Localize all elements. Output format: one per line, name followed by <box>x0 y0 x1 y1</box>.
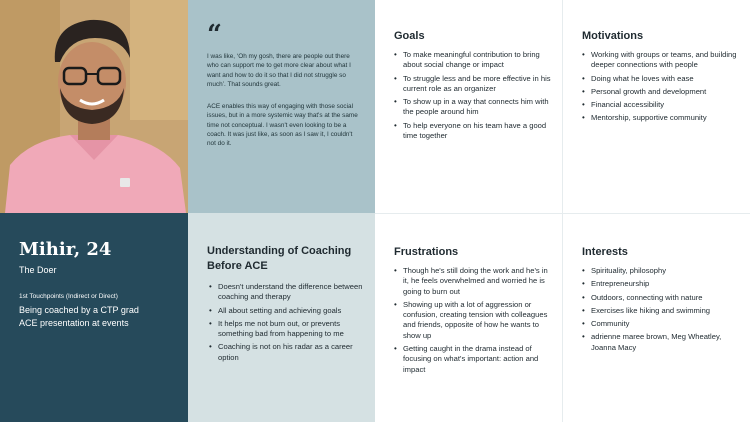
touchpoints-label: 1st Touchpoints (Indirect or Direct) <box>19 293 118 300</box>
list-item: • Entrepreneurship <box>582 279 740 289</box>
persona-identity-panel <box>0 213 188 422</box>
list-item: • Personal growth and development <box>582 87 742 97</box>
goals-title: Goals <box>394 30 425 42</box>
persona-photo <box>0 0 188 213</box>
list-item: • Coaching is not on his radar as a career option <box>209 342 365 363</box>
list-item: • To make meaningful contribution to bring about social change or impact <box>394 50 554 71</box>
quote-mark-icon: “ <box>207 20 222 50</box>
coaching-understanding-panel <box>188 213 375 422</box>
quote-paragraph: I was like, ‘Oh my gosh, there are people out there who can support me to get more clear about what I want and how to do it so that I did not struggle so much’. That sounds great. <box>207 53 351 88</box>
list-item: • Doesn't understand the difference between coaching and therapy <box>209 282 365 303</box>
frustrations-list <box>394 266 552 378</box>
motivations-panel <box>563 0 750 213</box>
coaching-list <box>209 282 365 366</box>
frustrations-title: Frustrations <box>394 246 459 258</box>
interests-title: Interests <box>582 246 628 258</box>
touchpoint-item: Being coached by a CTP grad <box>19 305 139 315</box>
list-item: • Getting caught in the drama instead of focusing on what's important: action and impact <box>394 344 552 375</box>
list-item: • Doing what he loves with ease <box>582 74 742 84</box>
list-item: • Community <box>582 319 740 329</box>
person-photo-icon <box>0 0 188 213</box>
coaching-title: Understanding of Coaching Before ACE <box>207 245 352 272</box>
quote-paragraph: ACE enables this way of engaging with those social issues, but in a more systemic way that's at the same time not conceptual. I wasn't even looking to be a coach. It was just like, as soon as I saw it, I couldn't not do it. <box>207 103 358 148</box>
persona-name: Mihir, 24 <box>19 239 112 260</box>
list-item: • It helps me not burn out, or prevents something bad from happening to me <box>209 319 365 340</box>
list-item: • Exercises like hiking and swimming <box>582 306 740 316</box>
list-item: • adrienne maree brown, Meg Wheatley, Joanna Macy <box>582 332 740 353</box>
list-item: • All about setting and achieving goals <box>209 306 365 316</box>
list-item: • Financial accessibility <box>582 100 742 110</box>
list-item: • Mentorship, supportive community <box>582 113 742 123</box>
list-item: • To help everyone on his team have a good time together <box>394 121 554 142</box>
interests-list <box>582 266 740 356</box>
list-item: • To show up in a way that connects him with the people around him <box>394 97 554 118</box>
list-item: • Outdoors, connecting with nature <box>582 293 740 303</box>
goals-panel <box>375 0 563 213</box>
motivations-list <box>582 50 742 127</box>
persona-role: The Doer <box>19 265 57 275</box>
frustrations-panel <box>375 213 563 422</box>
touchpoint-item: ACE presentation at events <box>19 318 129 328</box>
list-item: • Spirituality, philosophy <box>582 266 740 276</box>
list-item: • Though he's still doing the work and he's in it, he feels overwhelmed and worried he is going to burn out <box>394 266 552 297</box>
list-item: • Working with groups or teams, and building deeper connections with people <box>582 50 742 71</box>
interests-panel <box>563 213 750 422</box>
list-item: • Showing up with a lot of aggression or confusion, creating tension with colleagues and friends, opposite of how he wants to show up <box>394 300 552 341</box>
list-item: • To struggle less and be more effective in his current role as an organizer <box>394 74 554 95</box>
quote-panel <box>188 0 375 213</box>
goals-list <box>394 50 554 144</box>
motivations-title: Motivations <box>582 30 644 42</box>
